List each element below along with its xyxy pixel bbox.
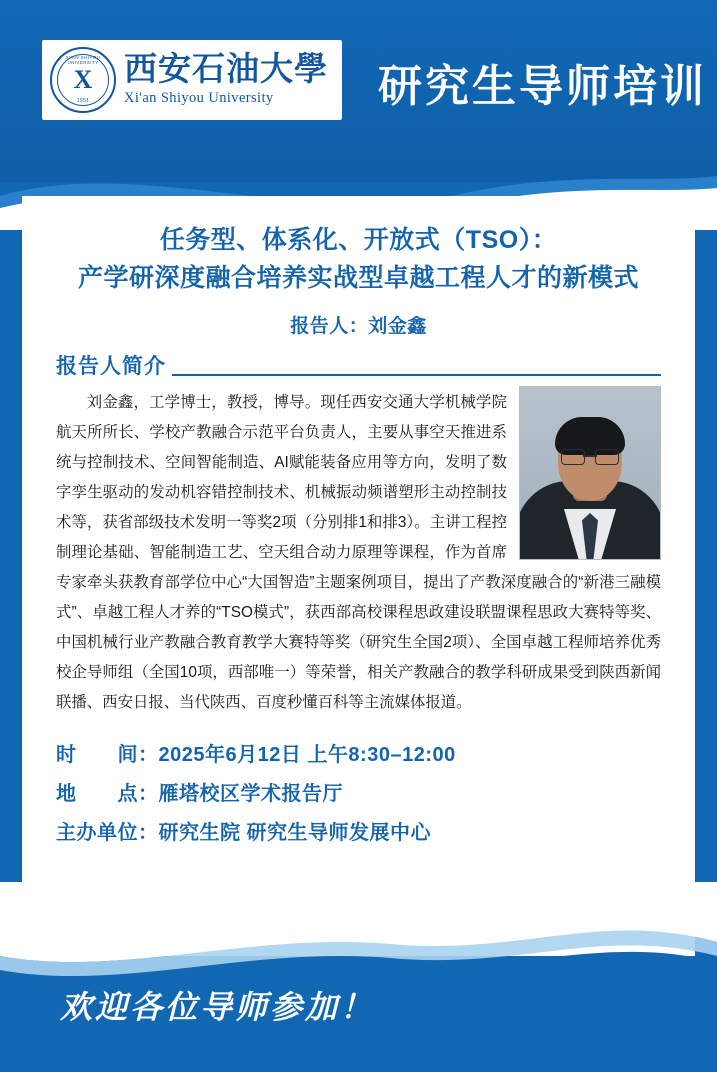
university-name-block [124,53,328,107]
speaker-line: 报告人：刘金鑫 [290,316,427,337]
university-seal-icon [50,47,116,113]
bio-section-header [56,350,661,380]
event-organizer-label: 主办单位： [56,822,159,845]
university-name-en: Xi'an Shiyou University [124,89,274,106]
seal-year: 1951 [76,98,90,104]
wave-divider-bottom [0,882,717,1072]
seal-top-text: XI'AN SHIYOU UNIVERSITY [65,55,101,65]
event-meta [56,736,661,853]
bio-section-label: 报告人简介 [56,350,172,380]
page-title [56,222,661,297]
event-time-row [56,736,661,775]
title-line-2: 产学研深度融合培养实战型卓越工程人才的新模式 [77,263,639,292]
bio-text: 刘金鑫，工学博士，教授，博导。现任西安交通大学机械学院航天所所长、学校产教融合示范平台负责人，主要从事空天推进系统与控制技术、空间智能制造、AI赋能装备应用等方向，发明了数字孪生驱动的发动机容错控制技术、机械振动频谱塑形主动控制技术等，获省部级技术发明一等奖2项（分别排1和排3）。主讲工程控制理论基础、智能制造工艺、空天组合动力原理等课程，作为首席专家牵头获教育部学位中心“大国智造”主题案例项目，提出了产教深度融合的“新港三融模式”、卓越工程人才养的“TSO模式”，获西部高校课程思政建设联盟课程思政大赛特等奖、中国机械行业产教融合教育教学大赛特等奖（研究生全国2项）、全国卓越工程师培养优秀校企导师组（全国10项，西部唯一）等荣誉，相关产教融合的教学科研成果受到陕西新闻联播、西安日报、当代陕西、百度秒懂百科等主流媒体报道。 [56,394,661,712]
title-line-1: 任务型、体系化、开放式（TSO）： [159,226,558,254]
university-name-cn: 西安石油大學 [124,52,328,89]
event-organizer-row [56,814,661,853]
event-place-value: 雁塔校区学术报告厅 [158,783,343,806]
speaker-portrait [519,386,661,560]
event-organizer-value: 研究生院 研究生导师发展中心 [158,822,432,845]
event-time-value: 2025年6月12日 上午8:30–12:00 [158,744,456,767]
portrait-glasses-icon [561,449,619,464]
content-card-inner [22,196,695,956]
seal-monogram: X [73,65,93,94]
footer-welcome-text: 欢迎各位导师参加！ [60,989,376,1025]
content-card [22,196,695,956]
event-place-label: 地 点： [56,783,159,806]
university-logo [42,40,342,120]
banner-title: 研究生导师培训 [378,62,707,111]
event-time-label: 时 间： [56,744,159,767]
event-place-row [56,775,661,814]
